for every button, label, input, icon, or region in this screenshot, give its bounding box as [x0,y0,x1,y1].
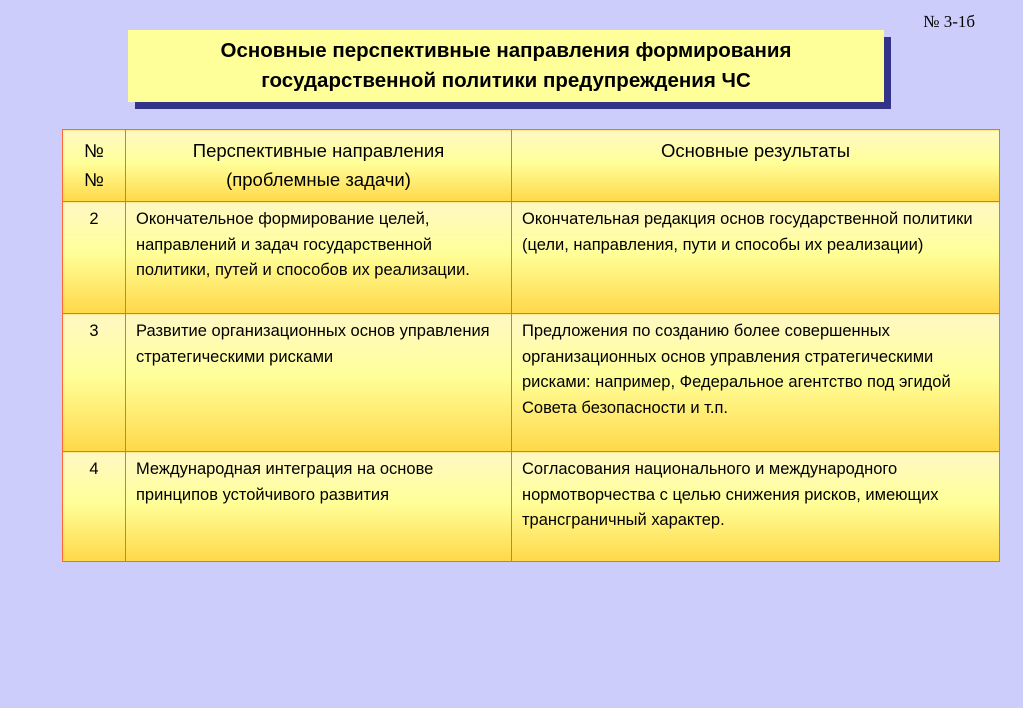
title-line-2: государственной политики предупреждения ЧС [261,69,751,92]
table-row [63,202,1000,314]
header-directions [126,130,512,202]
title-box [128,30,884,102]
row-number: 4 [63,452,126,562]
row-direction: Международная интеграция на основе принципов устойчивого развития [126,452,512,562]
header-number-line-2: № [84,169,104,190]
header-directions-line-2: (проблемные задачи) [226,169,411,190]
table-header-row [63,130,1000,202]
table-row [63,452,1000,562]
row-result: Согласования национального и международного нормотворчества с целью снижения рисков, имеющих трансграничный характер. [512,452,1000,562]
title-line-1: Основные перспективные направления формирования [220,39,792,62]
row-direction: Окончательное формирование целей, направлений и задач государственной политики, путей и способов их реализации. [126,202,512,314]
header-results [512,130,1000,202]
header-results-label: Основные результаты [660,140,851,161]
header-number-line-1: № [84,140,104,161]
directions-table [62,129,1000,562]
header-directions-line-1: Перспективные направления [192,140,445,161]
header-number [63,130,126,202]
row-result: Окончательная редакция основ государственной политики (цели, направления, пути и способы их реализации) [512,202,1000,314]
row-number: 2 [63,202,126,314]
slide-number: № 3-1б [923,12,975,31]
row-result: Предложения по созданию более совершенных организационных основ управления стратегическими рисками: например, Федеральное агентство под эгидой Совета безопасности и т.п. [512,314,1000,452]
row-direction: Развитие организационных основ управления стратегическими рисками [126,314,512,452]
row-number: 3 [63,314,126,452]
table-row [63,314,1000,452]
